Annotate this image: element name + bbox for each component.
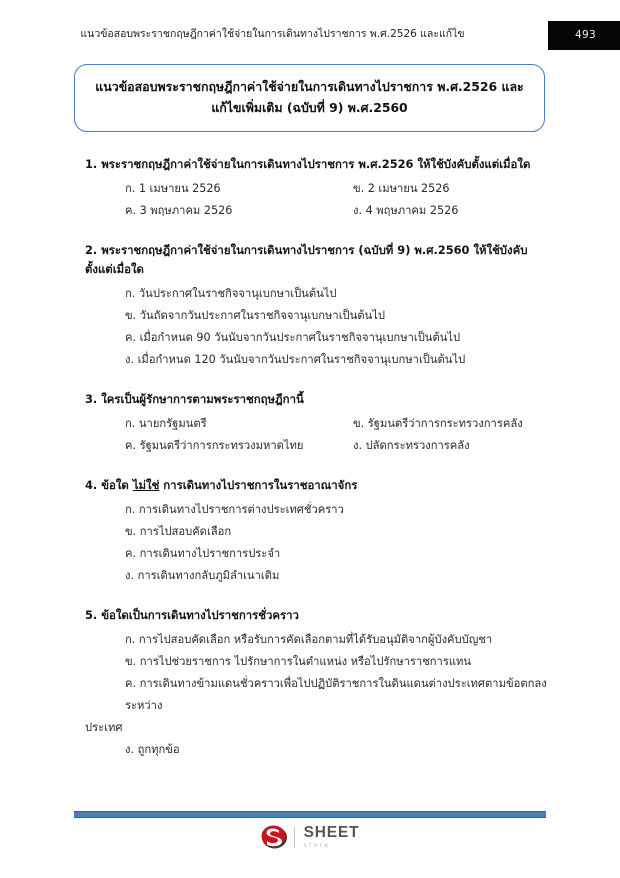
- spacer: [85, 457, 547, 476]
- question-3-text: 3. ใครเป็นผู้รักษาการตามพระราชกฤษฎีกานี้: [85, 392, 304, 406]
- question-4-text-before: 4. ข้อใด: [85, 478, 133, 492]
- question-5-text: 5. ข้อใดเป็นการเดินทางไปราชการชั่วคราว: [85, 608, 299, 622]
- option-2-b: ข. วันถัดจากวันประกาศในราชกิจจานุเบกษาเป็นต้นไป: [125, 309, 385, 322]
- question-2: [85, 241, 547, 371]
- question-4-text: [85, 476, 547, 495]
- question-5: [85, 606, 547, 761]
- question-4-emphasis: ไม่ใช่: [132, 478, 160, 492]
- spacer: [85, 371, 547, 390]
- question-1-text: 1. พระราชกฤษฎีกาค่าใช้จ่ายในการเดินทางไปราชการ พ.ศ.2526 ให้ใช้บังคับตั้งแต่เมื่อใด: [85, 157, 531, 171]
- question-2-text: 2. พระราชกฤษฎีกาค่าใช้จ่ายในการเดินทางไปราชการ (ฉบับที่ 9) พ.ศ.2560 ให้ใช้บังคับตั้งแต่เมื่อใด: [85, 243, 528, 276]
- option-2-c: ค. เมื่อกำหนด 90 วันนับจากวันประกาศในราชกิจจานุเบกษาเป็นต้นไป: [125, 331, 461, 344]
- question-4: [85, 476, 547, 587]
- option-2-d: ง. เมื่อกำหนด 120 วันนับจากวันประกาศในราชกิจจานุเบกษาเป็นต้นไป: [125, 353, 466, 366]
- option-5-d: ง. ถูกทุกข้อ: [125, 743, 180, 756]
- option-5-c-wrap-text: ประเทศ: [85, 721, 123, 734]
- spacer: [85, 222, 547, 241]
- document-title: แนวข้อสอบพระราชกฤษฎีกาค่าใช้จ่ายในการเดินทางไปราชการ พ.ศ.2526 และแก้ไขเพิ่มเติม (ฉบับที่ 9) พ.ศ.2560: [95, 79, 524, 115]
- footer-divider-rule: [74, 811, 546, 818]
- logo-divider: [294, 827, 295, 848]
- title-callout-box: [74, 64, 545, 132]
- logo-primary-text: SHEET: [303, 824, 360, 842]
- question-3-options: [85, 413, 547, 457]
- logo-wordmark: [304, 825, 360, 849]
- page-header: [0, 0, 620, 56]
- option-4-b: ข. การไปสอบคัดเลือก: [125, 525, 232, 538]
- question-2-options: [85, 283, 547, 371]
- page-number-box: [548, 21, 620, 50]
- option-5-c-continuation: [85, 717, 547, 739]
- logo-wrap: [261, 824, 360, 850]
- question-1-options: [85, 178, 547, 222]
- option-4-a: ก. การเดินทางไปราชการต่างประเทศชั่วคราว: [125, 503, 344, 516]
- option-1-d: ง. 4 พฤษภาคม 2526: [353, 204, 459, 217]
- option-1-a: ก. 1 เมษายน 2526: [125, 182, 221, 195]
- page-number: 493: [575, 29, 596, 41]
- question-4-text-after: การเดินทางไปราชการในราชอาณาจักร: [159, 478, 358, 492]
- question-4-options: [85, 499, 547, 587]
- question-1: [85, 155, 547, 222]
- option-3-a: ก. นายกรัฐมนตรี: [125, 417, 207, 430]
- option-1-b: ข. 2 เมษายน 2526: [353, 182, 450, 195]
- option-1-c: ค. 3 พฤษภาคม 2526: [125, 204, 233, 217]
- option-3-c: ค. รัฐมนตรีว่าการกระทรวงมหาดไทย: [125, 439, 304, 452]
- footer-logo: [0, 824, 620, 850]
- running-header-title: แนวข้อสอบพระราชกฤษฎีกาค่าใช้จ่ายในการเดินทางไปราชการ พ.ศ.2526 และแก้ไข: [80, 28, 465, 40]
- logo-secondary-text: store: [303, 841, 331, 849]
- option-5-b: ข. การไปช่วยราชการ ไปรักษาการในตำแหน่ง หรือไปรักษาราชการแทน: [125, 655, 472, 668]
- option-2-a: ก. วันประกาศในราชกิจจานุเบกษาเป็นต้นไป: [125, 287, 337, 300]
- option-5-c: ค. การเดินทางข้ามแดนชั่วคราวเพื่อไปปฏิบัติราชการในดินแดนต่างประเทศตามข้อตกลงระหว่าง: [125, 677, 547, 712]
- s-emblem-icon: [261, 824, 288, 850]
- option-4-d: ง. การเดินทางกลับภูมิลำเนาเดิม: [125, 569, 280, 582]
- spacer: [85, 587, 547, 606]
- option-3-b: ข. รัฐมนตรีว่าการกระทรวงการคลัง: [353, 417, 523, 430]
- question-3: [85, 390, 547, 457]
- option-3-d: ง. ปลัดกระทรวงการคลัง: [353, 439, 470, 452]
- question-5-options: [85, 629, 547, 761]
- option-5-a: ก. การไปสอบคัดเลือก หรือรับการคัดเลือกตามที่ได้รับอนุมัติจากผู้บังคับบัญชา: [125, 633, 493, 646]
- questions-container: [85, 155, 547, 761]
- option-4-c: ค. การเดินทางไปราชการประจำ: [125, 547, 281, 560]
